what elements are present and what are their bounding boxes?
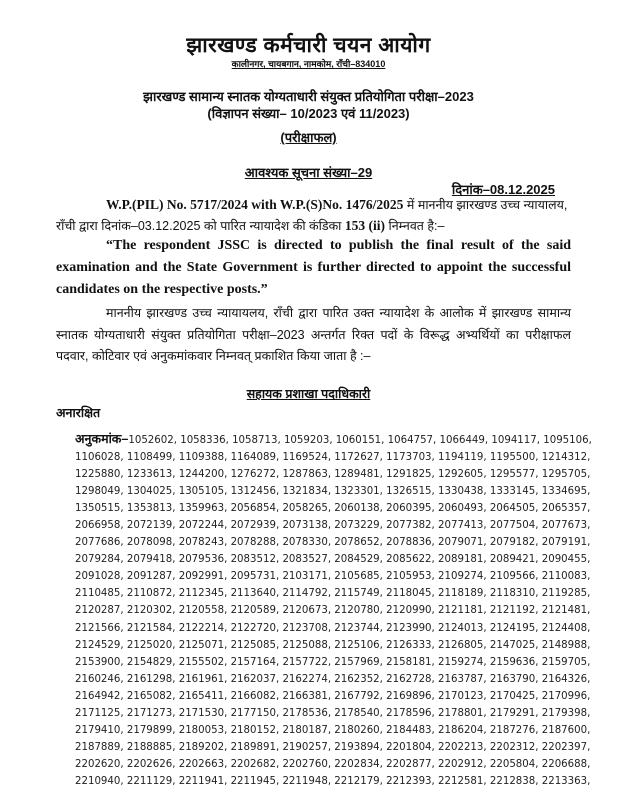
roll-number: 2170996 [541,690,588,702]
notice-body: माननीय झारखण्ड उच्च न्यायायलय, राँची द्वारा पारित उक्त न्यायादेश के आलोक में झारखण्ड सामान्य स्नातक योग्यताधारी संयुक्त प्रतियोगिता परीक्षा–2023 अन्तर्गत रिक्त पदों के विरूद्ध अभ्यर्थियों का परीक्षाफल पदवार, कोटिवार एवं अनुकमांकवार निम्नवत् प्रकाशित किया जाता है :– [56,306,571,363]
roll-number: 2077382 [386,520,432,532]
result-label: (परीक्षाफल) [280,130,337,145]
roll-number: 2121584 [126,622,173,634]
roll-number: 2180152 [230,724,276,736]
roll-number: 1195500 [489,452,536,464]
roll-number: 1066449 [439,435,485,446]
roll-number: 2188885 [126,741,173,753]
roll-number-label: अनुकमांक– [75,432,129,446]
roll-number: 2079418 [126,554,173,566]
roll-number: 1295705 [541,469,588,481]
roll-number: 2126333 [386,639,432,651]
roll-number: 2060138 [334,503,380,515]
roll-number: 1291825 [386,469,432,481]
roll-number: 2120589 [230,605,276,617]
roll-number: 2121192 [489,605,536,617]
roll-number: 1287863 [282,469,328,481]
roll-number: 2211945 [230,775,276,787]
roll-number: 2178596 [386,707,432,719]
roll-number: 2166082 [230,690,276,702]
roll-number: 2125085 [230,639,276,651]
roll-number: 1304025 [126,486,173,498]
order-line-suffix: निम्नवत है:– [385,219,445,233]
roll-number: 2187600 [541,724,588,736]
roll-number: 2124195 [489,622,536,634]
roll-number: 1095106 [543,435,589,446]
roll-number: 2189891 [230,741,276,753]
roll-number: 2109566 [489,571,536,583]
roll-number: 1298049 [75,486,121,498]
roll-number: 2120302 [126,605,173,617]
roll-number: 2105685 [334,571,380,583]
roll-number: 2202760 [282,758,328,770]
roll-number: 1173703 [386,452,432,464]
roll-number: 2079191 [541,537,588,549]
roll-number: 2159705 [541,656,588,668]
roll-number: 1323301 [334,486,380,498]
roll-number: 2124529 [75,639,121,651]
roll-number: 2077504 [489,520,536,532]
roll-number: 2202663 [178,758,225,770]
roll-number: 2125088 [282,639,328,651]
roll-number: 1233613 [126,469,173,481]
roll-number: 2202626 [126,758,173,770]
roll-number: 2158181 [386,656,432,668]
roll-number: 2118189 [438,588,484,600]
roll-number: 2123744 [334,622,380,634]
case-reference: W.P.(PIL) No. 5717/2024 with W.P.(S)No. 1476/2025 [106,197,404,212]
roll-number: 2202834 [334,758,380,770]
roll-number: 2077686 [75,537,121,549]
roll-number: 1321834 [282,486,328,498]
roll-number: 2120990 [386,605,432,617]
roll-number: 2178536 [282,707,328,719]
roll-number: 2147025 [489,639,536,651]
roll-number: 2186204 [438,724,484,736]
roll-number: 2089181 [438,554,484,566]
roll-number: 2180053 [178,724,225,736]
roll-number: 2180260 [334,724,380,736]
roll-number: 1108499 [126,452,173,464]
roll-number: 2083527 [282,554,328,566]
order-paragraph-number: 153 (ii) [344,218,386,233]
roll-number: 2165082 [126,690,173,702]
roll-number: 2202312 [489,741,536,753]
roll-number: 2095731 [230,571,276,583]
roll-number: 2066958 [75,520,121,532]
roll-number: 1094117 [491,435,537,446]
roll-number: 1333145 [489,486,536,498]
roll-number: 2162037 [230,673,276,685]
roll-number: 2126805 [438,639,484,651]
roll-number: 2180187 [282,724,328,736]
roll-number: 2114792 [282,588,328,600]
roll-numbers: 1052602, 1058336, 1058713, 1059203, 1060151, 1064757, 1066449, 1094117, 1095106, 1106028, 1108499, 1109388, 1164089, 1169524, 1172627, 1173703, 1194119, 1195500, 1214312, 1225880, 1233613, 1244200, 1276272, 1287863, 1289481, 1291825, 1292605, 1295577, 1295705, 1298049, 1304025, 1305105, 1312456, 1321834, 1323301, 1326515, 1330438, 1333145, 1334695, 1350515, 1353813, 1359963, 2056854, 2058265, 2060138, 2060395, 2060493, 2064505, 2065357, 2066958, 2072139, 2072244, 2072939, 2073138, 2073229, 2077382, 2077413, 2077504, 2077673, 2077686, 2078098, 2078243, 2078288, 2078330, 2078652, 2078836, 2079071, 2079182, 2079191, 2079284, 2079418, 2079536, 2083512, 2083527, 2084529, 2085622, 2089181, 2089421, 2090455, 2091028, 2091287, 2092991, 2095731, 2103171, 2105685, 2105953, 2109274, 2109566, 2110083, 2110485, 2110872, 2112345, 2113640, 2114792, 2115749, 2118045, 2118189, 2118310, 2119285, 2120287, 2120302, 2120558, 2120589, 2120673, 2120780, 2120990, 2121181, 2121192, 2121481, 2121566, 2121584, 2122214, 2122720, 2123708, 2123744, 2123990, 2124013, 2124195, 2124408, 2124529, 2125020, 2125071, 2125085, 2125088, 2125106, 2126333, 2126805, 2147025, 2148988, 2153900, 2154829, 2155502, 2157164, 2157722, 2157969, 2158181, 2159274, 2159636, 2159705, 2160246, 2161298, 2161961, 2162037, 2162274, 2162352, 2162728, 2163787, 2163790, 2164326, 2164942, 2165082, 2165411, 2166082, 2166381, 2167792, 2169896, 2170123, 2170425, 2170996, 2171125, 2171273, 2171530, 2177150, 2178536, 2178540, 2178596, 2178801, 2179291, 2179398, 2179410, 2179899, 2180053, 2180152, 2180187, 2180260, 2184483, 2186204, 2187276, 2187600, 2187889, 2188885, 2189202, 2189891, 2190257, 2193894, 2201804, 2202213, 2202312, 2202397, 2202620, 2202626, 2202663, 2202682, 2202760, 2202834, 2202877, 2202912, 2205804, 2206688, 2210940, 2211129, 2211941, 2211945, 2211948, 2212179, 2212393, 2212581, 2212838, 2213363, [75,435,592,787]
roll-number: 2078836 [386,537,432,549]
roll-number: 1172627 [334,452,380,464]
roll-number: 2122720 [230,622,276,634]
roll-number: 2211941 [178,775,225,787]
roll-number: 2161961 [178,673,225,685]
roll-number: 2079071 [438,537,484,549]
roll-number: 1359963 [178,503,225,515]
roll-number: 2154829 [126,656,173,668]
organization-address: कालीनगर, चायबगान, नामकोम, राँची–834010 [231,59,386,69]
roll-number: 1169524 [282,452,328,464]
case-reference-line [106,196,567,213]
roll-number: 2058265 [282,503,328,515]
roll-number: 2078288 [230,537,276,549]
notice-date: दिनांक–08.12.2025 [451,182,555,197]
roll-number: 2092991 [178,571,225,583]
roll-number: 2171125 [75,707,121,719]
roll-number: 2202877 [386,758,432,770]
roll-number: 1353813 [126,503,173,515]
roll-number: 2078652 [334,537,380,549]
roll-number: 2187276 [489,724,536,736]
roll-number: 1295577 [489,469,536,481]
roll-number: 1058713 [232,435,278,446]
roll-number: 2078330 [282,537,328,549]
roll-number: 2157969 [334,656,380,668]
roll-number: 2179291 [489,707,536,719]
roll-number: 2184483 [386,724,432,736]
roll-number: 2120558 [178,605,225,617]
roll-number: 2112345 [178,588,225,600]
roll-number: 1334695 [541,486,588,498]
roll-number: 2164326 [541,673,588,685]
roll-number-list [75,431,605,790]
roll-number: 2210940 [75,775,121,787]
case-reference-suffix: में माननीय झारखण्ड उच्च न्यायालय, [403,198,568,212]
roll-number: 2077673 [541,520,588,532]
roll-number: 2078243 [178,537,225,549]
roll-number: 2187889 [75,741,121,753]
roll-number: 2064505 [489,503,536,515]
roll-number: 2178801 [438,707,484,719]
roll-number: 2109274 [438,571,484,583]
roll-number: 2120673 [282,605,328,617]
roll-number: 2121566 [75,622,121,634]
roll-number: 2190257 [282,741,328,753]
roll-number: 2212581 [438,775,484,787]
roll-number: 2089421 [489,554,536,566]
roll-number: 1326515 [386,486,432,498]
roll-number: 2148988 [541,639,588,651]
category-label: अनारक्षित [56,406,101,420]
roll-number: 2060395 [386,503,432,515]
roll-number: 2159274 [438,656,484,668]
roll-number: 2157722 [282,656,328,668]
roll-number: 2065357 [541,503,588,515]
roll-number: 2202397 [541,741,588,753]
roll-number: 2177150 [230,707,276,719]
roll-number: 2201804 [386,741,432,753]
roll-number: 2125020 [126,639,173,651]
roll-number: 1058336 [180,435,226,446]
roll-number: 1214312 [541,452,588,464]
roll-number: 2167792 [334,690,380,702]
roll-number: 2121481 [541,605,588,617]
roll-number: 2212179 [334,775,380,787]
roll-number: 2205804 [489,758,536,770]
roll-number: 1052602 [128,435,174,446]
roll-number: 2060493 [438,503,484,515]
roll-number: 2163787 [438,673,484,685]
roll-number: 2155502 [178,656,225,668]
roll-number: 2164942 [75,690,121,702]
roll-number: 2153900 [75,656,121,668]
roll-number: 2171273 [126,707,173,719]
roll-number: 2202912 [438,758,484,770]
roll-number: 2091287 [126,571,173,583]
roll-number: 2115749 [334,588,380,600]
roll-number: 2078098 [126,537,173,549]
roll-number: 1164089 [230,452,276,464]
roll-number: 1225880 [75,469,121,481]
notice-number: आवश्यक सूचना संख्या–29 [244,165,373,180]
roll-number: 2073138 [282,520,328,532]
roll-number: 2162352 [334,673,380,685]
order-line [56,217,444,234]
roll-number: 2170425 [489,690,536,702]
roll-number: 1350515 [75,503,121,515]
roll-number: 2110485 [75,588,121,600]
roll-number: 2120287 [75,605,121,617]
roll-number: 2121181 [438,605,484,617]
roll-number: 2162274 [282,673,328,685]
roll-number: 2113640 [230,588,276,600]
roll-number: 2202682 [230,758,276,770]
roll-number: 2072244 [178,520,225,532]
roll-number: 2124408 [541,622,588,634]
roll-number: 2206688 [541,758,588,770]
roll-number: 2160246 [75,673,121,685]
roll-number: 2122214 [178,622,225,634]
roll-number: 2084529 [334,554,380,566]
roll-number: 2161298 [126,673,173,685]
roll-number: 2202213 [438,741,484,753]
roll-number: 2157164 [230,656,276,668]
roll-number: 2179398 [541,707,588,719]
roll-number: 1059203 [283,435,330,446]
roll-number: 1244200 [178,469,225,481]
roll-number: 1305105 [178,486,225,498]
order-line-prefix: राँची द्वारा दिनांक–03.12.2025 को पारित न्यायादेश की कंडिका [56,219,345,233]
roll-number: 2085622 [386,554,432,566]
roll-number: 2162728 [386,673,432,685]
roll-number: 2105953 [386,571,432,583]
roll-number: 2124013 [438,622,484,634]
court-order-quote: “The respondent JSSC is directed to publish the final result of the said examination and the State Government is further directed to appoint the successful candidates on the respective posts.” [56,238,571,297]
roll-number: 2079536 [178,554,225,566]
roll-number: 2118310 [489,588,536,600]
roll-number: 2110872 [126,588,173,600]
roll-number: 2119285 [541,588,588,600]
roll-number: 1064757 [387,435,434,446]
organization-title: झारखण्ड कर्मचारी चयन आयोग [186,34,431,57]
roll-number: 2211129 [126,775,173,787]
roll-number: 2212393 [386,775,432,787]
roll-number: 2110083 [541,571,588,583]
roll-number: 1194119 [438,452,484,464]
roll-number: 1312456 [230,486,276,498]
roll-number: 2170123 [438,690,484,702]
roll-number: 2079182 [489,537,536,549]
roll-number: 2169896 [386,690,432,702]
post-title: सहायक प्रशाखा पदाधिकारी [246,387,371,401]
roll-number: 2193894 [334,741,380,753]
roll-number: 2178540 [334,707,380,719]
roll-number: 2123708 [282,622,328,634]
roll-number: 2103171 [282,571,328,583]
roll-number: 2083512 [230,554,276,566]
roll-number: 2118045 [386,588,432,600]
roll-number: 2163790 [489,673,536,685]
roll-number: 2179410 [75,724,121,736]
roll-number: 2165411 [178,690,225,702]
roll-number: 2079284 [75,554,121,566]
roll-number: 2125071 [178,639,225,651]
roll-number: 2091028 [75,571,121,583]
roll-number: 2212838 [489,775,536,787]
roll-number: 2072939 [230,520,276,532]
roll-number: 1330438 [438,486,484,498]
roll-number: 2090455 [541,554,588,566]
exam-title: झारखण्ड सामान्य स्नातक योग्यताधारी संयुक्त प्रतियोगिता परीक्षा–2023 [143,89,474,104]
roll-number: 2073229 [334,520,380,532]
roll-number: 2171530 [178,707,225,719]
roll-number: 2166381 [282,690,328,702]
roll-number: 2189202 [178,741,225,753]
roll-number: 2056854 [230,503,276,515]
roll-number: 2125106 [334,639,380,651]
roll-number: 2213363 [541,775,588,787]
roll-number: 2211948 [282,775,328,787]
roll-number: 2159636 [489,656,536,668]
roll-number: 1109388 [178,452,225,464]
roll-number: 2077413 [438,520,484,532]
roll-number: 1289481 [334,469,380,481]
roll-number: 1060151 [335,435,382,446]
roll-number: 1292605 [438,469,484,481]
roll-number: 2120780 [334,605,380,617]
roll-number: 2179899 [126,724,173,736]
roll-number: 1106028 [75,452,121,464]
roll-number: 2202620 [75,758,121,770]
roll-number: 2123990 [386,622,432,634]
roll-number: 2072139 [126,520,173,532]
roll-number: 1276272 [230,469,276,481]
advertisement-number: (विज्ञापन संख्या– 10/2023 एवं 11/2023) [207,106,410,121]
